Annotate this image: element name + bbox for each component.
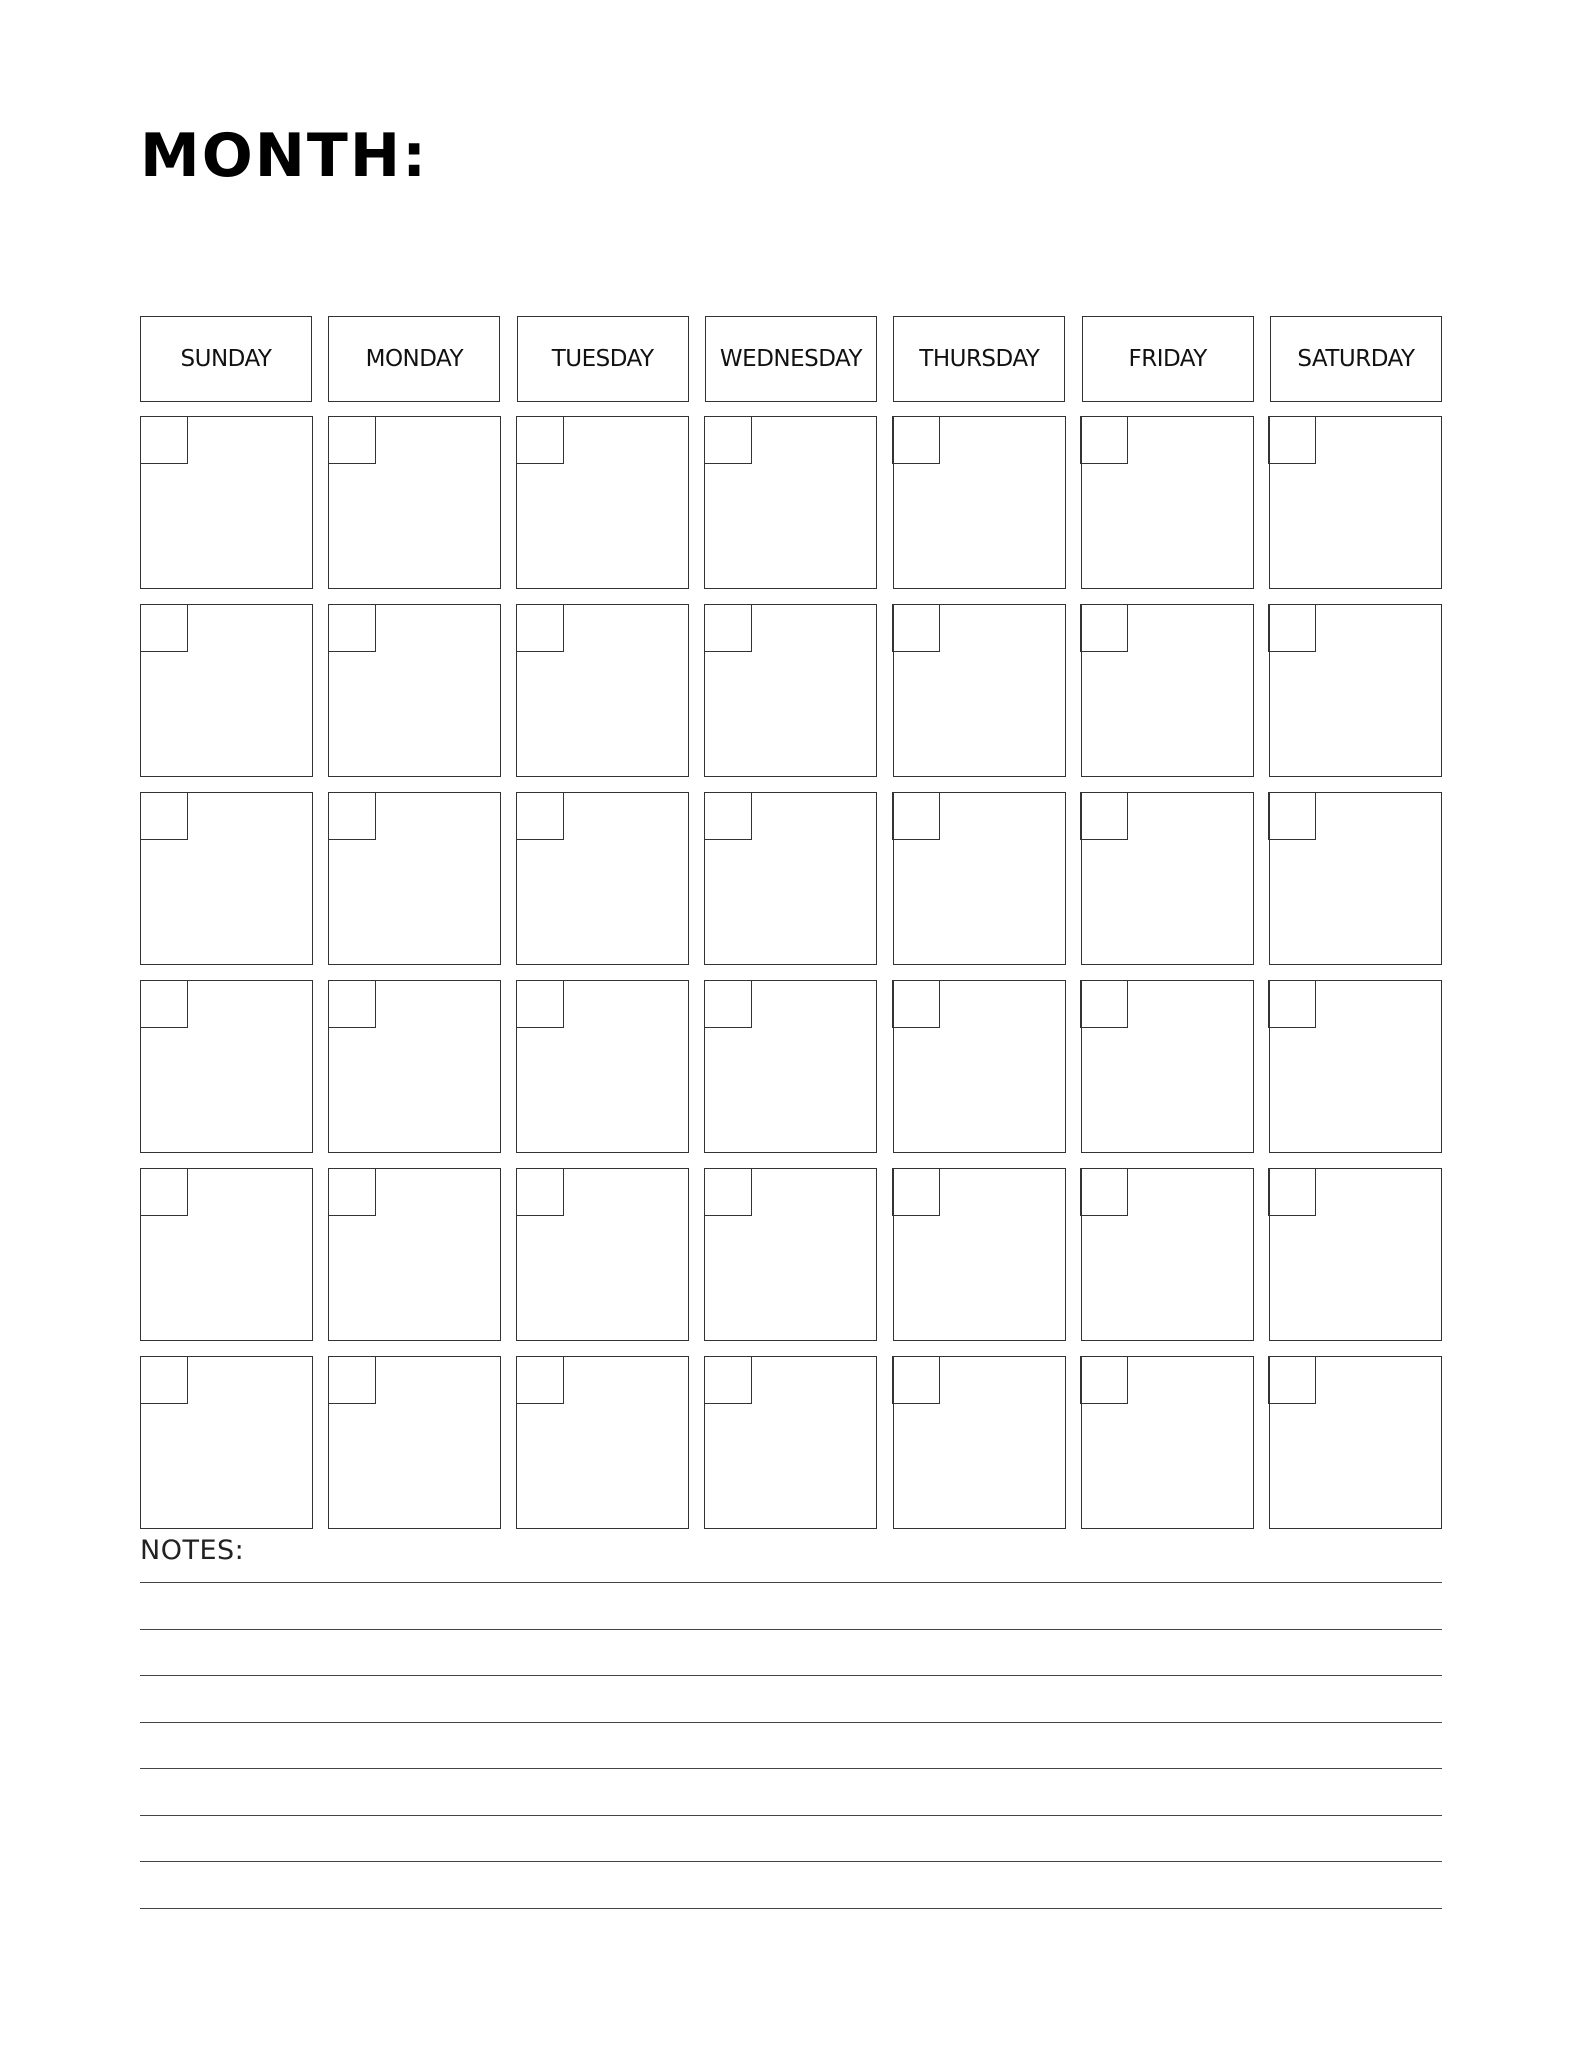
day-header-monday: MONDAY [328,316,500,402]
day-cell[interactable] [704,792,877,965]
day-cell[interactable] [516,1168,689,1341]
date-number-box[interactable] [140,792,188,840]
day-cell[interactable] [328,980,501,1153]
day-cell[interactable] [328,1168,501,1341]
day-cell[interactable] [893,1356,1066,1529]
day-cell[interactable] [516,792,689,965]
day-cell[interactable] [893,980,1066,1153]
day-cell[interactable] [140,416,313,589]
date-number-box[interactable] [704,416,752,464]
day-header-wednesday: WEDNESDAY [705,316,877,402]
week-row [140,416,1442,589]
date-number-box[interactable] [328,980,376,1028]
date-number-box[interactable] [328,792,376,840]
date-number-box[interactable] [892,1356,940,1404]
week-row [140,604,1442,777]
date-number-box[interactable] [328,1168,376,1216]
day-cell[interactable] [516,1356,689,1529]
day-cell[interactable] [1081,1356,1254,1529]
date-number-box[interactable] [892,792,940,840]
date-number-box[interactable] [1080,792,1128,840]
calendar-grid [140,416,1442,1529]
day-cell[interactable] [1081,416,1254,589]
day-cell[interactable] [328,604,501,777]
day-header-sunday: SUNDAY [140,316,312,402]
week-row [140,1168,1442,1341]
week-row [140,792,1442,965]
calendar [140,316,1442,1529]
page-title: MONTH: [140,121,429,191]
note-line[interactable] [140,1722,1442,1723]
day-cell[interactable] [328,416,501,589]
day-cell[interactable] [1081,980,1254,1153]
day-cell[interactable] [893,604,1066,777]
day-cell[interactable] [140,604,313,777]
day-cell[interactable] [140,1356,313,1529]
date-number-box[interactable] [140,1168,188,1216]
day-cell[interactable] [140,1168,313,1341]
date-number-box[interactable] [516,792,564,840]
note-line[interactable] [140,1675,1442,1676]
date-number-box[interactable] [704,1168,752,1216]
day-cell[interactable] [1269,792,1442,965]
date-number-box[interactable] [1080,604,1128,652]
date-number-box[interactable] [140,1356,188,1404]
day-cell[interactable] [1269,416,1442,589]
date-number-box[interactable] [1268,792,1316,840]
day-cell[interactable] [1269,1168,1442,1341]
day-header-friday: FRIDAY [1082,316,1254,402]
note-line[interactable] [140,1861,1442,1862]
date-number-box[interactable] [516,1168,564,1216]
date-number-box[interactable] [1268,980,1316,1028]
week-row [140,980,1442,1153]
date-number-box[interactable] [704,1356,752,1404]
date-number-box[interactable] [516,416,564,464]
date-number-box[interactable] [140,416,188,464]
date-number-box[interactable] [1080,1168,1128,1216]
day-cell[interactable] [1081,792,1254,965]
day-cell[interactable] [893,1168,1066,1341]
day-cell[interactable] [893,416,1066,589]
day-cell[interactable] [1269,1356,1442,1529]
date-number-box[interactable] [1080,416,1128,464]
date-number-box[interactable] [1268,604,1316,652]
day-cell[interactable] [704,1168,877,1341]
date-number-box[interactable] [140,604,188,652]
note-line[interactable] [140,1629,1442,1630]
date-number-box[interactable] [516,980,564,1028]
date-number-box[interactable] [516,604,564,652]
date-number-box[interactable] [1080,1356,1128,1404]
date-number-box[interactable] [892,980,940,1028]
day-header-tuesday: TUESDAY [517,316,689,402]
date-number-box[interactable] [328,1356,376,1404]
day-header-row [140,316,1442,402]
week-row [140,1356,1442,1529]
note-line[interactable] [140,1582,1442,1583]
day-header-saturday: SATURDAY [1270,316,1442,402]
date-number-box[interactable] [328,416,376,464]
date-number-box[interactable] [892,604,940,652]
day-cell[interactable] [704,416,877,589]
day-cell[interactable] [516,416,689,589]
date-number-box[interactable] [1080,980,1128,1028]
date-number-box[interactable] [1268,416,1316,464]
date-number-box[interactable] [704,980,752,1028]
date-number-box[interactable] [328,604,376,652]
date-number-box[interactable] [704,604,752,652]
date-number-box[interactable] [892,416,940,464]
day-cell[interactable] [516,604,689,777]
note-line[interactable] [140,1768,1442,1769]
day-cell[interactable] [1269,604,1442,777]
day-cell[interactable] [893,792,1066,965]
day-cell[interactable] [1081,604,1254,777]
day-cell[interactable] [704,604,877,777]
day-cell[interactable] [328,792,501,965]
notes-label: NOTES: [140,1535,245,1566]
day-cell[interactable] [140,792,313,965]
day-cell[interactable] [704,980,877,1153]
day-cell[interactable] [1269,980,1442,1153]
date-number-box[interactable] [1268,1356,1316,1404]
day-cell[interactable] [140,980,313,1153]
date-number-box[interactable] [140,980,188,1028]
date-number-box[interactable] [1268,1168,1316,1216]
date-number-box[interactable] [516,1356,564,1404]
day-cell[interactable] [516,980,689,1153]
note-line[interactable] [140,1815,1442,1816]
day-cell[interactable] [1081,1168,1254,1341]
date-number-box[interactable] [892,1168,940,1216]
note-line[interactable] [140,1908,1442,1909]
date-number-box[interactable] [704,792,752,840]
day-cell[interactable] [704,1356,877,1529]
day-header-thursday: THURSDAY [893,316,1065,402]
day-cell[interactable] [328,1356,501,1529]
